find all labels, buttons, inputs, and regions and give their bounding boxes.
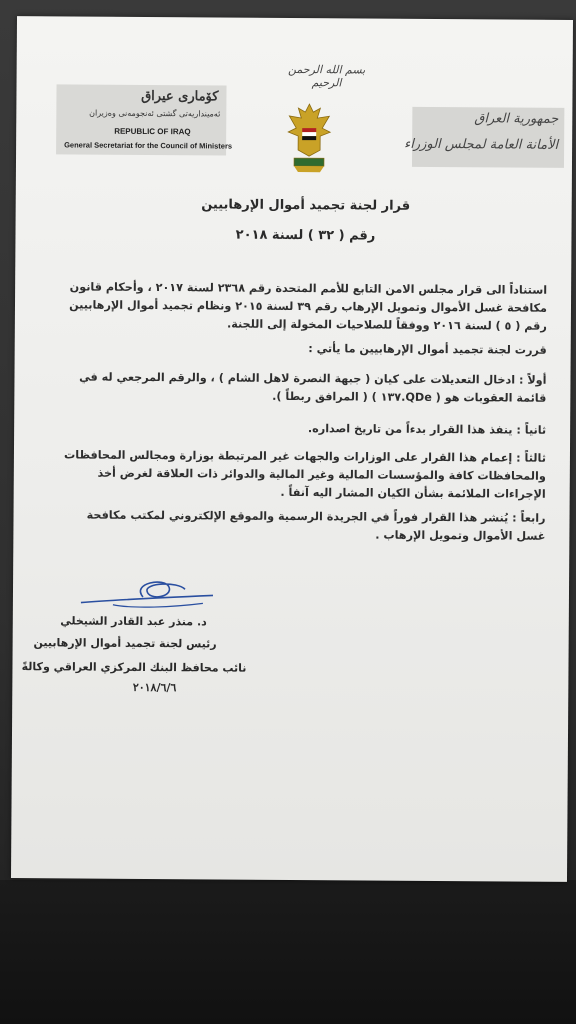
clause-first: أولاً : ادخال التعديلات على كيان ( جبهة النصرة لاهل الشام ) ، والرقم المرجعي له في قائمة العقوبات هو ( QDe.١٣٧ ) ( المرافق ربطاً ). (79, 370, 547, 405)
decided-paragraph: قررت لجنة تجميد أموال الإرهابيين ما يأتي : (308, 342, 547, 357)
dark-background (0, 880, 576, 1024)
signatory-title-1: رئيس لجنة تجميد أموال الإرهابيين (33, 636, 217, 651)
right-letterhead-line-2: الأمانة العامة لمجلس الوزراء (404, 136, 559, 153)
clause-fourth: رابعاً : يُنشر هذا القرار فوراً في الجريدة الرسمية والموقع الإلكتروني لمكتب مكافحة غسل الأموال وتمويل الإرهاب . (86, 508, 546, 543)
intro-paragraph: استناداً الى قرار مجلس الامن التابع للأمم المتحدة رقم ٢٣٦٨ لسنة ٢٠١٧ ، وأحكام قانون مكافحة غسل الأموال وتمويل الإرهاب رقم ٣٩ لسنة ٢٠١٥ ونظام تجميد أموال الإرهابيين رقم ( ٥ ) لسنة ٢٠١٦ ووفقاً للصلاحيات المخولة إلى اللجنة. (69, 280, 548, 333)
left-letterhead-english-country: REPUBLIC OF IRAQ (114, 126, 191, 137)
iraq-eagle-emblem-icon (284, 98, 335, 178)
document-page (11, 16, 573, 882)
document-number: رقم ( ٣٢ ) لسنة ٢٠١٨ (235, 227, 376, 244)
document-title: قرار لجنة تجميد أموال الإرهابيين (201, 197, 411, 214)
document-date: ٢٠١٨/٦/٦ (132, 680, 177, 695)
right-letterhead (404, 107, 564, 168)
left-letterhead (56, 84, 233, 155)
signatory-name: د. منذر عبد القادر الشيخلي (60, 614, 207, 629)
clause-second: ثانياً : ينفذ هذا القرار بدءاً من تاريخ اصداره. (307, 422, 547, 437)
signatory-title-2: نائب محافظ البنك المركزي العراقي وكالةً (21, 660, 247, 675)
clause-third: ثالثاً : إعمام هذا القرار على الوزارات والجهات غير المرتبطة بوزارة ومجالس المحافظات والمحافظات كافة والمؤسسات المالية وغير المالية والدوائر ذات العلاقة لغرض أخذ الإجراءات الملائمة بشأن الكيان المشار اليه آنفاً . (64, 448, 546, 501)
right-letterhead-line-1: جمهورية العراق (474, 111, 559, 127)
left-letterhead-english-secretariat: General Secretariat for the Council of Ministers (64, 140, 233, 151)
handwritten-signature (73, 574, 223, 615)
bismillah-text: بسم الله الرحمن الرحيم (288, 62, 366, 90)
left-letterhead-title: كۆماری عیراق (141, 88, 219, 105)
left-letterhead-subtitle: ئه‌مینداریه‌تی گشتی ئه‌نجومه‌نی وه‌زیران (89, 108, 221, 119)
